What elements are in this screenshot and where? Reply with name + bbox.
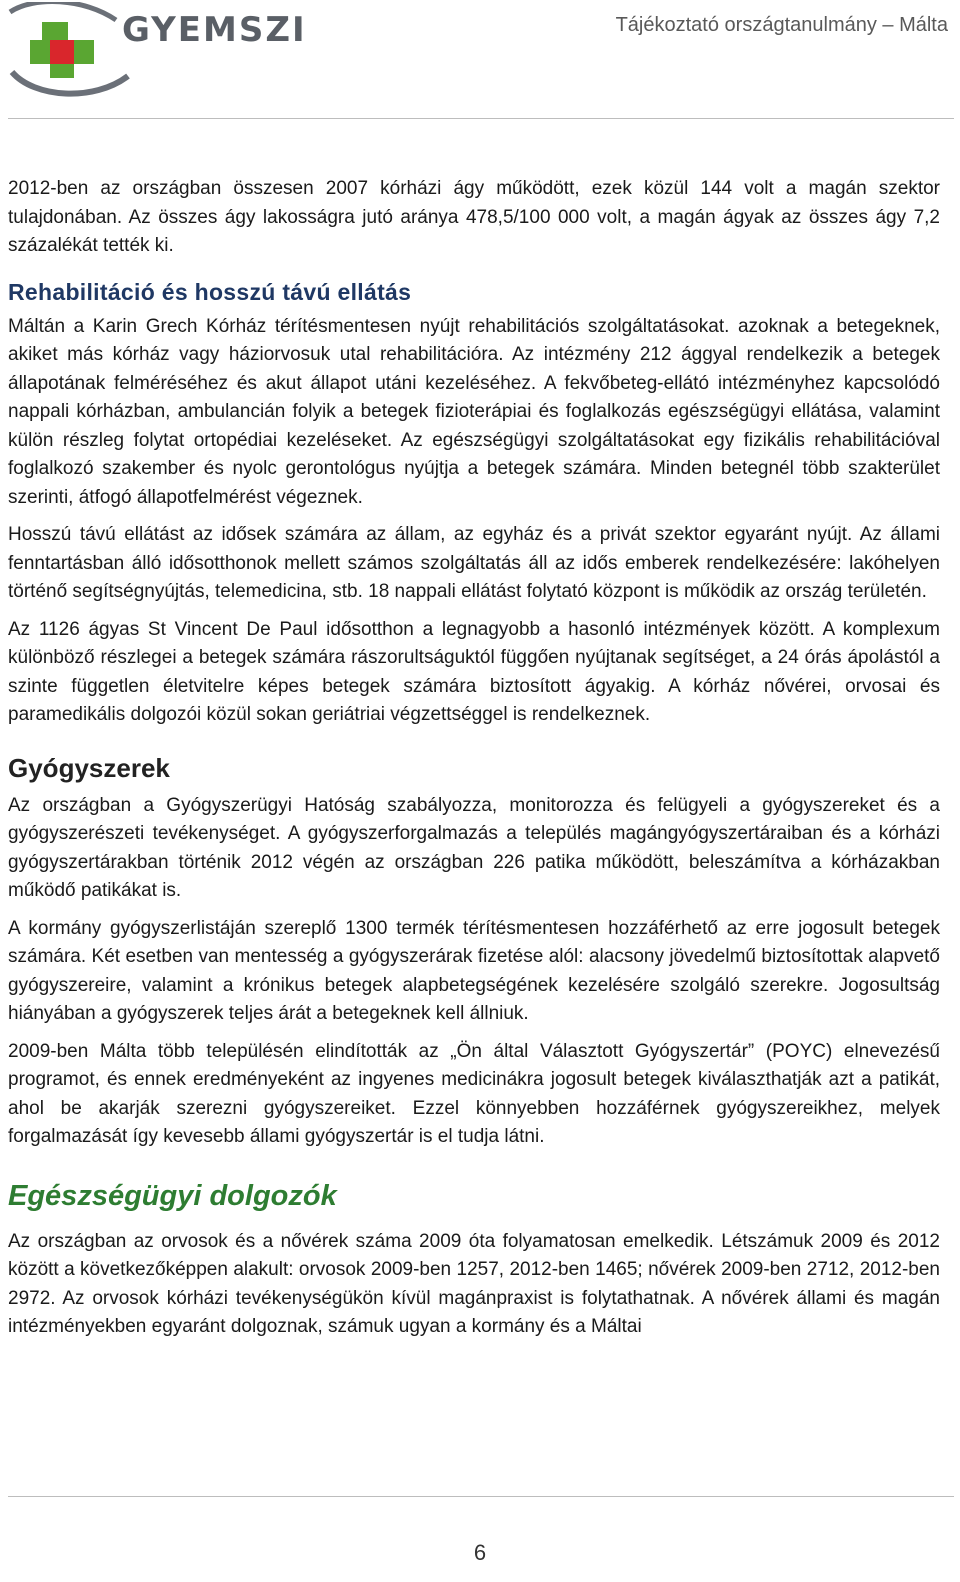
heading-rehabilitation: Rehabilitáció és hosszú távú ellátás — [8, 278, 412, 305]
header-divider — [8, 118, 954, 119]
paragraph-poyc: 2009-ben Málta több településén elindították az „Ön által Választott Gyógyszertár” (POYC) elnevezésű programot, és ennek eredményeként az ingyenes medicinákra jogosult betegek kiválaszthatják azt a patikát, ahol be akarják szerezni gyógyszereiket. Ezzel könnyebben hozzáférnek gyógyszereikhez, melyek forgalmazását így kevesebb állami gyógyszertár is el tudja látni. — [8, 1040, 940, 1147]
footer-divider — [8, 1496, 954, 1497]
paragraph-workers: Az országban az orvosok és a nővérek száma 2009 óta folyamatosan emelkedik. Létszámuk 2009 és 2012 között a következőképpen alakult: orvosok 2009-ben 1257, 2012-ben 1465; nővérek 2009-ben 2712, 2012-ben 2972. Az orvosok kórházi tevékenységükön kívül magánpraxist is folytathatnak. A nővérek állami és magán intézményekben egyaránt dolgoznak, számuk ugyan a kormány és a Máltai — [8, 1230, 940, 1337]
page-content — [8, 175, 940, 1351]
paragraph-long-term-care: Hosszú távú ellátást az idősek számára az állam, az egyház és a privát szektor egyaránt nyújt. Az állami fenntartásban álló idősotthonok mellett számos szolgáltatás áll az idős emberek rendelkezésére: lakóhelyen történő segítségnyújtás, telemedicina, stb. 18 nappali ellátást folytató központ is működik az ország területén. — [8, 524, 940, 602]
paragraph-pharma-authority: Az országban a Gyógyszerügyi Hatóság szabályozza, monitorozza és felügyeli a gyógyszereket és a gyógyszerészeti tevékenységet. A gyógyszerforgalmazás a település magángyógyszertáraiban és a kórházi gyógyszertárakban történik 2012 végén az országban 226 patika működött, beleszámítva a kórházakban működő patikákat is. — [8, 794, 940, 901]
logo-text: GYEMSZI — [122, 10, 307, 50]
paragraph-drug-list: A kormány gyógyszerlistáján szereplő 1300 termék térítésmentesen hozzáférhető az erre jogosult betegek számára. Két esetben van mentesség a gyógyszerárak fizetése alól: alacsony jövedelmű biztosítottak alapvető gyógyszereire, valamint a krónikus betegek alapbetegségének kezelésére szolgáló szerekre. Jogosultság hiányában a gyógyszerek teljes árát a betegeknek kell állniuk. — [8, 917, 940, 1024]
document-title: Tájékoztató országtanulmány – Málta — [615, 14, 948, 36]
gyemszi-cross-logo-icon — [4, 2, 134, 98]
paragraph-st-vincent: Az 1126 ágyas St Vincent De Paul idősotthon a legnagyobb a hasonló intézmények között. A komplexum különböző részlegei a betegek számára rászorultságuktól függően nyújtanak segítséget, a 24 órás ápolástól a szinte független életvitelre képes betegek számára biztosított ágyakig. A kórház nővérei, orvosai és paramedikális dolgozói közül sokan geriátriai végzettséggel is rendelkeznek. — [8, 618, 940, 725]
paragraph-rehab: Máltán a Karin Grech Kórház térítésmentesen nyújt rehabilitációs szolgáltatásokat. azoknak a betegeknek, akiket más kórház vagy háziorvosuk utal rehabilitációra. Az intézmény 212 ággyal rendelkezik a betegek állapotának felméréséhez és akut állapot utáni kezeléséhez. A fekvőbeteg-ellátó intézményhez kapcsolódó nappali kórházban, ambulancián folyik a betegek fizioterápiai és foglalkozás egészségügyi ellátása, valamint külön részleg folytat ortopédiai kezeléseket. Az egészségügyi szolgáltatásokat egy fizikális rehabilitációval foglalkozó szakember és nyolc gerontológus nyújtja a betegek számára. Minden betegnél több szakterület szerinti, átfogó állapotfelmérést végeznek. — [8, 315, 940, 508]
gyemszi-logo — [4, 2, 307, 98]
paragraph-beds: 2012-ben az országban összesen 2007 kórházi ágy működött, ezek közül 144 volt a magán szektor tulajdonában. Az összes ágy lakosságra jutó aránya 478,5/100 000 volt, a magán ágyak az összes ágy 7,2 százalékát tették ki. — [8, 178, 940, 256]
page-header — [0, 0, 960, 120]
heading-health-workers: Egészségügyi dolgozók — [8, 1179, 337, 1212]
heading-medicines: Gyógyszerek — [8, 752, 170, 783]
page-number: 6 — [473, 1540, 487, 1565]
